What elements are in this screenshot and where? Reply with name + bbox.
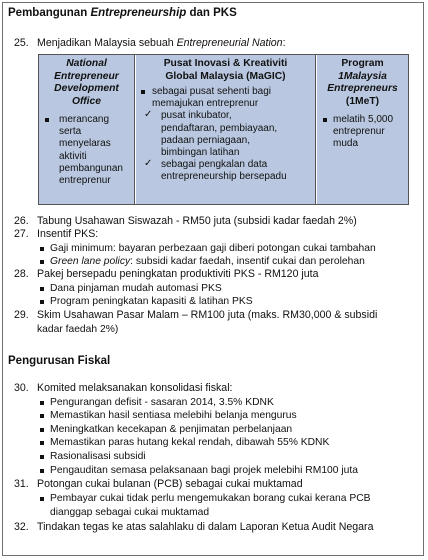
item-31-sub-1: Pembayar cukai tidak perlu mengemukakan borang cukai kerana PCB [50, 493, 371, 504]
item-27-sub-2: Green lane policy: subsidi kadar faedah, insentif cukai dan perolehan [50, 256, 365, 267]
item-30-sub-2: Memastikan hasil sentiasa melebihi belanja mengurus [50, 410, 297, 421]
item-31: 31. Potongan cukai bulanan (PCB) sebagai cukai muktamad [14, 478, 303, 490]
item-30-sub-5: Rasionalisasi subsidi [50, 451, 146, 462]
col-bullet: merancang serta menyelaras aktiviti pembangunan entreprenur [39, 114, 134, 187]
item-27-sub-1: Gaji minimum: bayaran perbezaan gaji diberi potongan cukai tambahan [50, 243, 376, 254]
col-heading: Pusat Inovasi & Kreativiti Global Malaysia (MaGIC) [163, 58, 288, 82]
item-25: 25. Menjadikan Malaysia sebuah Entrepreneurial Nation: [14, 37, 286, 49]
col-check-2: ✓ sebagai pengkalan data entrepreneurship bersepadu [144, 158, 287, 183]
item-29-continuation: kadar faedah 2%) [37, 324, 119, 335]
item-30-sub-6: Pengauditan semasa pelaksanaan bagi projek melebihi RM100 juta [50, 465, 358, 476]
item-28-sub-1: Dana pinjaman mudah automasi PKS [50, 283, 222, 294]
col-heading: Program 1Malaysia Entrepreneurs (1MeT) [327, 58, 398, 107]
table-col-1met [317, 55, 408, 204]
item-30-sub-1: Pengurangan defisit - sasaran 2014, 3.5% KDNK [50, 397, 274, 408]
section-heading-fiskal: Pengurusan Fiskal [8, 355, 111, 367]
col-bullet: sebagai pusat sehenti bagi memajukan entreprenur [136, 86, 315, 110]
col-bullet: melatih 5,000 entreprenur muda [317, 114, 408, 151]
col-heading: National Entrepreneur Development Office [54, 58, 119, 107]
checkmark-icon: ✓ [144, 109, 153, 121]
checkmark-icon: ✓ [144, 158, 153, 170]
item-32: 32. Tindakan tegas ke atas salahlaku di dalam Laporan Ketua Audit Negara [14, 521, 374, 533]
section-heading-entrepreneurship: Pembangunan Entrepreneurship dan PKS [8, 7, 237, 19]
item-27: 27. Insentif PKS: [14, 228, 99, 240]
item-28-sub-2: Program peningkatan kapasiti & latihan PKS [50, 296, 253, 307]
item-26: 26. Tabung Usahawan Siswazah - RM50 juta (subsidi kadar faedah 2%) [14, 215, 357, 227]
item-29: 29. Skim Usahawan Pasar Malam – RM100 juta (maks. RM30,000 & subsidi [14, 309, 378, 321]
item-30: 30. Komited melaksanakan konsolidasi fiskal: [14, 382, 233, 394]
item-30-sub-3: Meningkatkan kecekapan & penjimatan perbelanjaan [50, 424, 293, 435]
item-30-sub-4: Memastikan paras hutang kekal rendah, dibawah 55% KDNK [50, 437, 330, 448]
item-28: 28. Pakej bersepadu peningkatan produktiviti PKS - RM120 juta [14, 268, 319, 280]
table-col-magic [136, 55, 316, 204]
item-31-continuation: dianggap sebagai cukai muktamad [50, 507, 210, 518]
col-check-1: ✓ pusat inkubator, pendaftaran, pembiayaan, padaan perniagaan, bimbingan latihan [144, 109, 278, 159]
program-table [38, 54, 409, 205]
table-col-nedo [39, 55, 135, 204]
